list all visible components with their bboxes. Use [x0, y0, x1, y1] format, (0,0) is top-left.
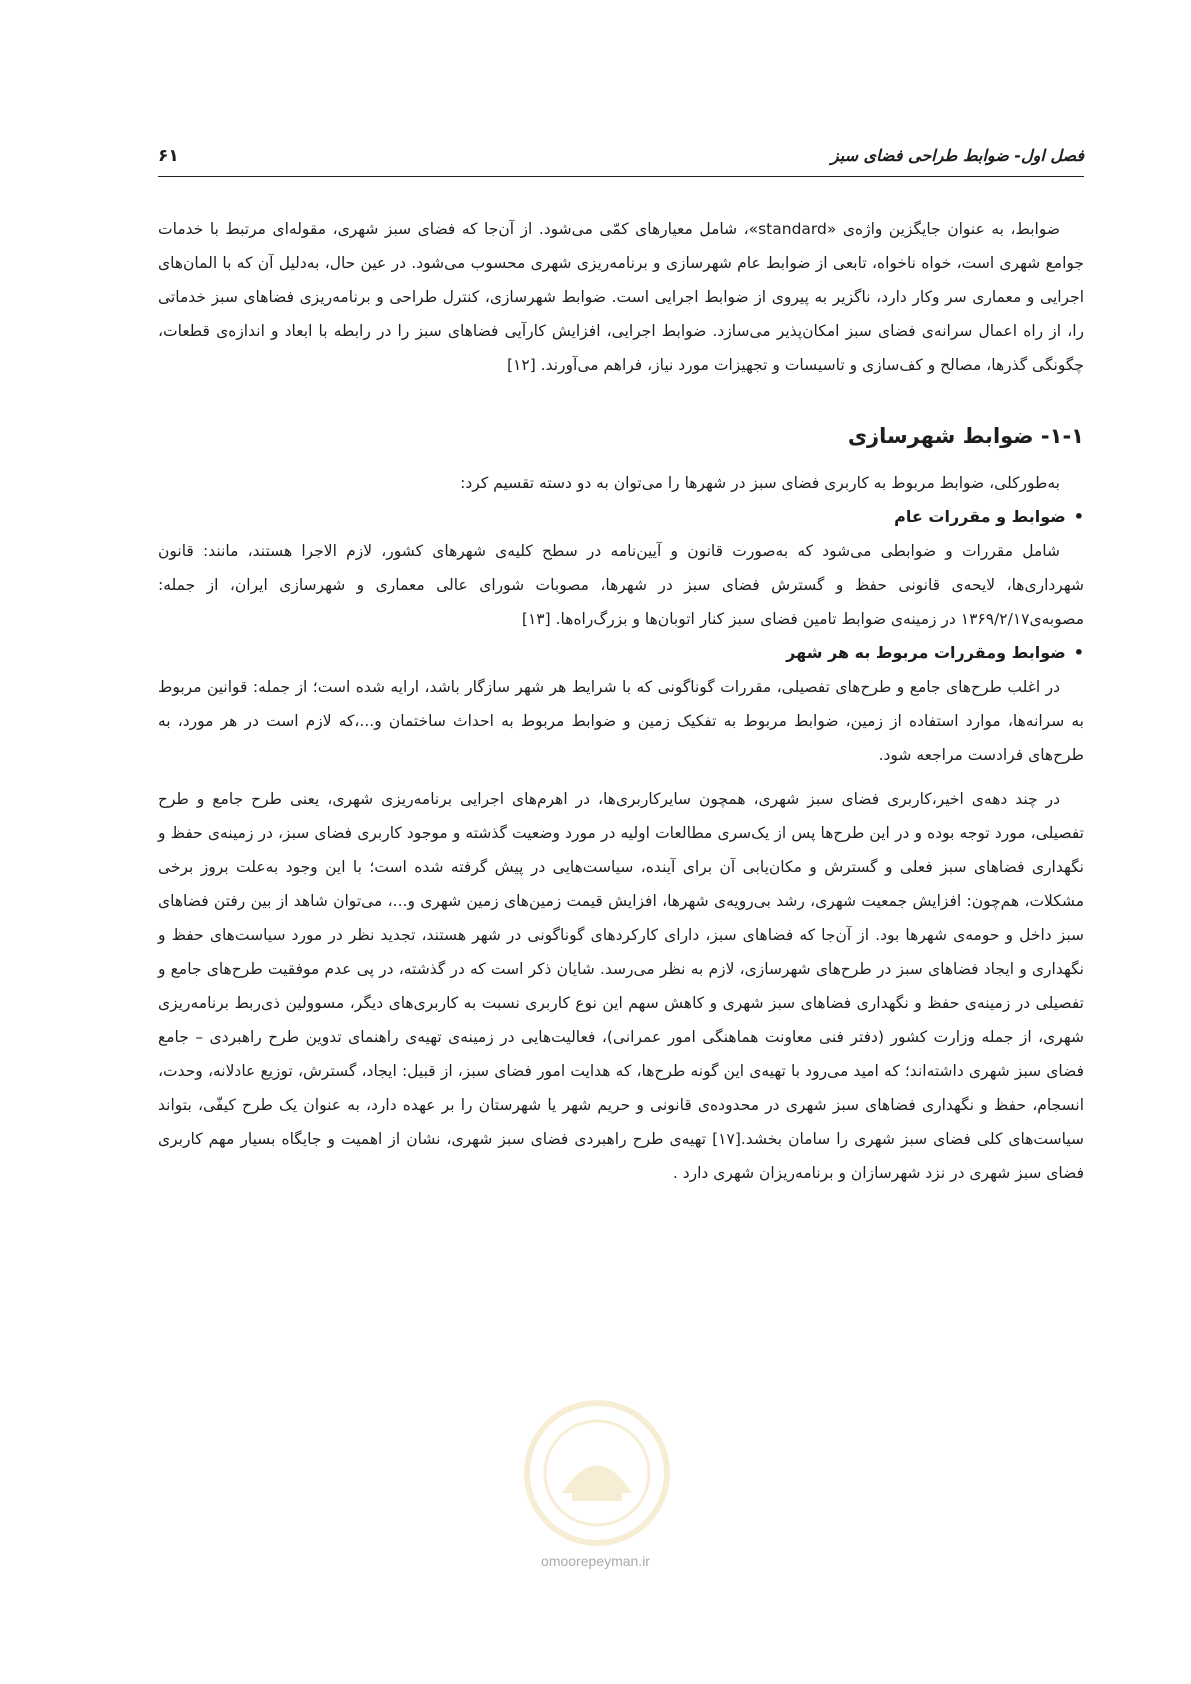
running-header — [158, 142, 1084, 177]
page-body — [158, 212, 1084, 1190]
general-regulations-paragraph: شامل مقررات و ضوابطی می‌شود که به‌صورت قانون و آیین‌نامه در سطح کلیه‌ی شهرهای کشور، لازم الاجرا هستند، مانند: قانون شهرداری‌ها، لایحه‌ی قانونی حفظ و گسترش فضای سبز در شهرها، مصوبات شورای عالی معماری و شهرسازی ایران، از جمله: مصوبه‌ی۱۳۶۹/۲/۱۷ در زمینه‌ی ضوابط تامین فضای سبز کنار اتوبان‌ها و بزرگ‌راه‌ها. [۱۳] — [158, 542, 1084, 628]
bullet-heading-city: • ضوابط ومقررات مربوط به هر شهر — [158, 636, 1084, 670]
intro-paragraph: ضوابط، به عنوان جایگزین واژه‌ی «standard»، شامل معیارهای کمّی می‌شود. از آن‌جا که فضای سبز شهری، مقوله‌ای مرتبط با خدمات جوامع شهری است، خواه ناخواه، تابعی از ضوابط عام شهرسازی و برنامه‌ریزی شهری محسوب می‌شود. در عین حال، به‌دلیل آن که با المان‌های اجرایی و معماری سر وکار دارد، ناگزیر به پیروی از ضوابط اجرایی است. ضوابط شهرسازی، کنترل طراحی و برنامه‌ریزی فضاهای سبز خدماتی را، از راه اعمال سرانه‌ی فضای سبز امکان‌پذیر می‌سازد. ضوابط اجرایی، افزایش کارآیی فضاهای سبز را در رابطه با ابعاد و اندازه‌ی قطعات، چگونگی گذرها، مصالح و کف‌سازی و تاسیسات و تجهیزات مورد نیاز، فراهم می‌آورند. [۱۲] — [158, 220, 1084, 374]
city-regulations-paragraph: در اغلب طرح‌های جامع و طرح‌های تفصیلی، مقررات گوناگونی که با شرایط هر شهر سازگار باشد، ارایه شده است؛ از جمله: قوانین مربوط به سرانه‌ها، موارد استفاده از زمین، ضوابط مربوط به تفکیک زمین و ضوابط مربوط به احداث ساختمان و...،که لازم است در هر مورد، به طرح‌های فرادست مراجعه شود. — [158, 678, 1084, 764]
watermark-url: omoorepeyman.ir — [541, 1553, 650, 1569]
chapter-title: فصل اول- ضوابط طراحی فضای سبز — [830, 146, 1084, 165]
bullet-heading-general: • ضوابط و مقررات عام — [158, 500, 1084, 534]
page-number: ۶۱ — [158, 146, 179, 166]
section-heading: ۱-۱- ضوابط شهرسازی — [847, 424, 1084, 448]
watermark-logo — [522, 1398, 672, 1548]
closing-paragraph: در چند دهه‌ی اخیر،کاربری فضای سبز شهری، همچون سایرکاربری‌ها، در اهرم‌های اجرایی برنامه‌ریزی شهری، یعنی طرح جامع و طرح تفصیلی، مورد توجه بوده و در این طرح‌ها پس از یک‌سری مطالعات اولیه در مورد وضعیت گذشته و موجود کاربری فضای سبز، در زمینه‌ی حفظ و نگهداری فضاهای سبز فعلی و گسترش و مکان‌یابی آن برای آینده، سیاست‌هایی در پیش گرفته شده است؛ با این وجود به‌علت بروز برخی مشکلات، هم‌چون: افزایش جمعیت شهری، رشد بی‌رویه‌ی شهرها، افزایش قیمت زمین‌های زمین شهری و...، می‌توان شاهد از بین رفتن فضاهای سبز داخل و حومه‌ی شهرها بود. از آن‌جا که فضاهای سبز، دارای کارکردهای گوناگونی در شهر هستند، تجدید نظر در مورد سیاست‌های حفظ و نگهداری و ایجاد فضاهای سبز در طرح‌های شهرسازی، لازم به نظر می‌رسد. شایان ذکر است که در گذشته، در پی عدم موفقیت طرح‌های جامع و تفصیلی در زمینه‌ی حفظ و نگهداری فضاهای سبز شهری و کاهش سهم این نوع کاربری نسبت به کاربری‌های دیگر، مسوولین ذی‌ربط برنامه‌ریزی شهری، از جمله وزارت کشور (دفتر فنی معاونت هماهنگی امور عمرانی)، فعالیت‌هایی در زمینه‌ی تهیه‌ی راهنمای تدوین طرح راهبردی – جامع فضای سبز شهری داشته‌اند؛ که امید می‌رود با تهیه‌ی این گونه طرح‌ها، که هدایت امور فضای سبز، از قبیل: ایجاد، گسترش، توزیع عادلانه، وحدت، انسجام، حفظ و نگهداری فضاهای سبز شهری در محدوده‌ی قانونی و حریم شهر یا شهرستان را بر عهده دارد، به عنوان یک طرح کیفّی، بتواند سیاست‌های کلی فضای سبز شهری را سامان بخشد.[۱۷] تهیه‌ی طرح راهبردی فضای سبز شهری، نشان از اهمیت و جایگاه بسیار مهم کاربری فضای سبز شهری در نزد شهرسازان و برنامه‌ریزان شهری دارد . — [158, 790, 1084, 1182]
section-intro-paragraph: به‌طورکلی، ضوابط مربوط به کاربری فضای سبز در شهرها را می‌توان به دو دسته تقسیم کرد: — [460, 474, 1060, 492]
